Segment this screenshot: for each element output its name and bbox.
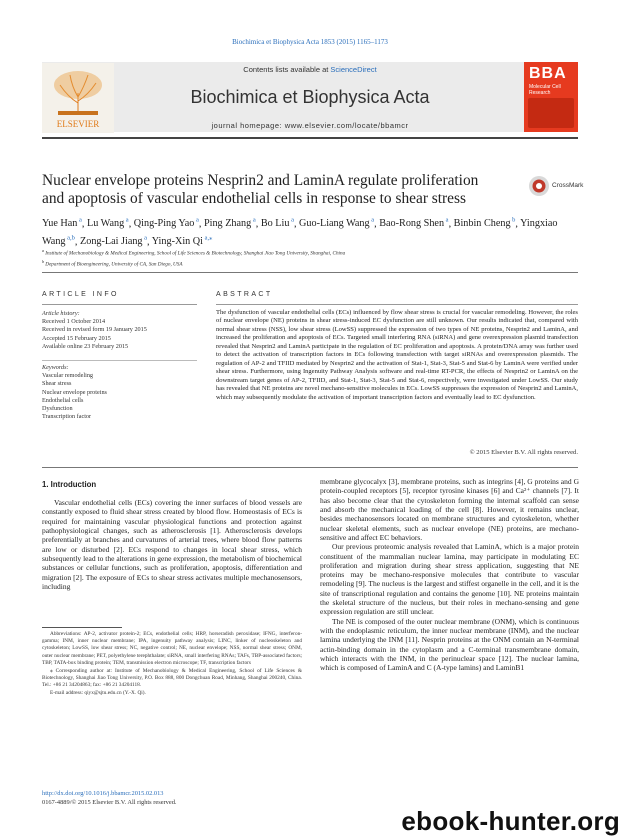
bba-logo: BBA [529, 65, 567, 82]
body-paragraph: The NE is composed of the outer nuclear membrane (ONM), which is continuous with the endoplasmic reticulum, the inner nuclear membrane (INM), and the nuclear lamina underlying the INM [11]. Nesprin proteins at the ONM contain an N-terminal actin-binding domain in the cytoplasm and a C-terminal transmembrane domain, which interacts with the INM, in the perinuclear space [12]. The nuclear lamina, which is composed of LaminA and C (A-type lamins) and LaminB1 [320, 616, 579, 673]
section-heading-introduction: 1. Introduction [42, 480, 97, 489]
keyword: Vascular remodeling [42, 372, 94, 380]
author-name: Yue Han [42, 218, 78, 230]
author[interactable] [134, 218, 199, 229]
author-affiliation-marker[interactable]: a [77, 217, 82, 224]
history-label: Article history: [42, 310, 80, 317]
author-name: Yingxiao Wang [42, 218, 558, 248]
author-affiliation-marker[interactable]: a [251, 217, 256, 224]
crossmark-badge[interactable] [528, 175, 588, 197]
keywords-label: Keywords: [42, 364, 69, 371]
author-affiliation-marker[interactable]: a [194, 217, 199, 224]
author-affiliation-marker[interactable]: a [142, 234, 148, 242]
author[interactable] [454, 218, 516, 229]
keyword: Dysfunction [42, 405, 73, 413]
author-name: Bo Liu [260, 218, 290, 230]
journal-title: Biochimica et Biophysica Acta [190, 87, 430, 107]
author-name: Ying-Xin Qi [151, 236, 203, 248]
title-divider [42, 272, 578, 273]
corresponding-author-footnote: ⁎ Corresponding author at: Institute of Mechanobiology & Medical Engineering, School of Life Sciences & Biotechnology, Shanghai Jiao Tong University, P.O. Box 888, 800 Dongchuan Road, Minhang, Shanghai 200240, China. Tel.: +86 21 34204863; fax: +86 21 34204118. [42, 668, 302, 689]
footnote-rule [42, 627, 122, 628]
affiliations [42, 247, 582, 268]
author[interactable] [42, 218, 82, 229]
author[interactable] [261, 218, 294, 229]
author-list: Yue Han $^a$, Lu Wang $^a$, Qing-Ping Yao $^a$, Ping Zhang $^a$, Bo Liu $^a$, Guo-Liang Wang $^a$, Bao-Rong Shen $^a$, Binbin Cheng $^b$, Yingxiao Wang $^{a,b}$, Zong-Lai Jiang $^a$, Ying-Xin Qi $^{a,⁎}$ [42, 217, 558, 248]
keyword: Transcription factor [42, 413, 92, 421]
article-info-rule [42, 304, 197, 305]
affiliation-text: Institute of Mechanobiology & Medical Engineering, School of Life Sciences & Biotechnology, Shanghai Jiao Tong University, Shanghai, China [45, 250, 346, 257]
keyword: Nuclear envelope proteins [42, 388, 107, 396]
author-affiliation-marker[interactable]: a [444, 217, 449, 224]
journal-homepage-link[interactable]: journal homepage: www.elsevier.com/locate/bbamcr [211, 121, 409, 130]
elsevier-wordmark: ELSEVIER [56, 119, 100, 129]
affiliation-text: Department of Bioengineering, University of CA, San Diego, USA [45, 261, 183, 268]
author-affiliation-marker[interactable]: b [510, 217, 516, 224]
keyword: Endothelial cells [42, 396, 84, 404]
body-right-column [320, 477, 579, 673]
body-paragraph: membrane glycocalyx [3], membrane proteins, such as integrins [4], G proteins and G protein-coupled receptors [5], receptor tyrosine kinases [6] and Ca²⁺ channels [7]. It has also become clear that the cytoskeleton forming the internal scaffold can sense and absorb the mechanical loading of the cell [8]. However, it remains unclear, besides mechanosensors located on membrane structures and cytoskeleton, whether nuclear skeletal elements, such as nuclear envelope (NE) proteins, are mechano-sensitive and affect EC behaviors. [320, 477, 579, 542]
author-name: Lu Wang [86, 218, 125, 230]
doi-link[interactable]: http://dx.doi.org/10.1016/j.bbamcr.2015.02.013 [42, 790, 164, 797]
keywords [42, 364, 202, 421]
crossmark-label: CrossMark [552, 182, 584, 189]
article-info-heading: ARTICLE INFO [42, 291, 119, 298]
author[interactable] [152, 236, 213, 247]
author-affiliation-marker[interactable]: a [124, 217, 129, 224]
author-affiliation-marker[interactable]: a,b [65, 234, 75, 242]
author-name: Binbin Cheng [453, 218, 511, 230]
body-left-column [42, 498, 302, 591]
email-footnote[interactable]: E-mail address: qiyx@sjtu.edu.cn (Y.-X. Qi). [50, 689, 146, 696]
abstract-rule [216, 304, 578, 305]
sciencedirect-link[interactable]: ScienceDirect [330, 65, 377, 74]
author-name: Bao-Rong Shen [379, 218, 445, 230]
elsevier-logo [42, 63, 114, 133]
body-paragraph: Vascular endothelial cells (ECs) covering the inner surfaces of blood vessels are constantly exposed to fluid shear stress created by blood flow. Homeostasis of ECs is required for maintaining vascular physiological functions and protection against pathophysiological changes, such as atherosclerosis [1]. Atherosclerosis develops preferentially at branches and curvatures of arterial trees, where blood flow patterns are low or disturbed [2]. ECs respond to changes in local shear stress, which subsequently lead to the alterations in gene expression, the metabolism of biochemical substances or cellular functions, such as proliferation, apoptosis, differentiation and migration [2]. The exposure of ECs to shear stress activates multiple mechanosensors, including [42, 498, 302, 591]
copyright-notice: © 2015 Elsevier B.V. All rights reserved. [469, 449, 578, 456]
contents-prefix: Contents lists available at [243, 65, 331, 74]
header-divider [42, 137, 578, 139]
abbreviations-footnote: Abbreviations: AP-2, activator protein-2; ECs, endothelial cells; HRP, horseradish peroxidase; IFNG, interferon-gamma; INM, inner nuclear membrane; IPA, ingenuity pathway analysis; LINC, linker of nucleoskeleton and cytoskeleton; LowSS, low shear stress; NC, negative control; NE, nuclear envelope; NSS, normal shear stress; ONM, outer nuclear membrane; PET, polyethylene terephthalate; siRNA, small interfering RNAs; TAFs, TBP-associated factors; TBP, TATA-box binding protein; TEM, transmission electron microscope; TF, transcription factors [42, 631, 302, 666]
contents-line [120, 65, 500, 74]
cover-artwork [528, 98, 574, 128]
author-name: Zong-Lai Jiang [80, 236, 143, 248]
author-name: Ping Zhang [203, 218, 252, 230]
body-paragraph: Our previous proteomic analysis revealed that LaminA, which is a major protein constituent of the mammalian nuclear lamina, may participate in modulating EC proliferation and migration during shear stress application, suggesting that NE proteins may be mechano-responsive molecules that contribute to vascular remodeling [9]. The nucleus is the largest and stiffest organelle in the cell, and it is the site of transcriptional regulation and contains the genome [10]. NE proteins maintain the skeletal structure of the nucleus, but their roles in mechano-sensing and gene expression regulation are still unclear. [320, 542, 579, 617]
journal-cover-image [524, 62, 578, 132]
author-name: Qing-Ping Yao [133, 218, 195, 230]
keywords-rule [42, 360, 197, 361]
footnotes [42, 631, 302, 697]
author-affiliation-marker[interactable]: a [289, 217, 294, 224]
affiliation [42, 258, 582, 269]
body-divider [42, 467, 578, 468]
author[interactable] [204, 218, 256, 229]
author-name: Guo-Liang Wang [299, 218, 370, 230]
author[interactable] [299, 218, 374, 229]
author-affiliation-marker[interactable]: a [369, 217, 375, 224]
affiliation-marker: a [42, 248, 46, 253]
article-history [42, 310, 202, 351]
watermark: ebook-hunter.org [401, 806, 620, 836]
history-item: Received in revised form 19 January 2015 [42, 326, 147, 334]
history-item: Accepted 15 February 2015 [42, 334, 111, 342]
author[interactable] [80, 236, 147, 247]
keyword: Shear stress [42, 380, 72, 388]
author[interactable] [87, 218, 129, 229]
affiliation [42, 247, 582, 258]
affiliation-marker: b [42, 258, 46, 264]
article-title: Nuclear envelope proteins Nesprin2 and LaminA regulate proliferation and apoptosis of vascular endothelial cells in response to shear stress [42, 172, 479, 207]
history-item: Received 1 October 2014 [42, 318, 106, 326]
author-affiliation-marker[interactable]: a,⁎ [203, 234, 213, 242]
history-item: Available online 23 February 2015 [42, 342, 129, 350]
author[interactable] [379, 218, 448, 229]
abstract-text: The dysfunction of vascular endothelial cells (ECs) influenced by flow shear stress is crucial for vascular remodeling. However, the roles of nuclear envelope (NE) proteins in shear stress-induced EC dysfunction are still unknown. Our results indicated that, compared with normal shear stress (NSS), low shear stress (LowSS) suppressed the expression of two types of NE proteins, Nesprin2 and LaminA, and increased the proliferation and apoptosis of ECs. Targeted small interfering RNA (siRNA) and gene overexpression plasmid transfection revealed that Nesprin2 and LaminA participate in the regulation of EC proliferation and apoptosis. A protein/DNA array was further used to detect the activation of transcription factors in ECs following transfection with target siRNAs and overexpression plasmids. The regulation of AP-2 and TFIID mediated by Nesprin2 and the activation of Stat-1, Stat-3, Stat-5 and Stat-6 by LaminA were verified under shear stress. Furthermore, using Ingenuity Pathway Analysis software and real-time RT-PCR, the effects of Nesprin2 or LaminA on the downstream target genes of AP-2, TFIID, and Stat-1, Stat-3, Stat-5 and Stat-6, respectively, were investigated under LowSS. Our study has revealed that NE proteins are novel mechano-sensitive molecules in ECs. LowSS suppresses the expression of Nesprin2 and LaminA, which may subsequently modulate the activation of important transcription factors and eventually lead to EC dysfunction. [216, 309, 578, 401]
cover-subtitle: Molecular Cell Research [529, 84, 561, 96]
abstract-heading: ABSTRACT [216, 291, 273, 298]
journal-reference-link[interactable]: Biochimica et Biophysica Acta 1853 (2015) 1165–1173 [232, 38, 388, 46]
issn-line: 0167-4889/© 2015 Elsevier B.V. All rights reserved. [42, 799, 177, 806]
crossmark-icon [528, 175, 550, 197]
